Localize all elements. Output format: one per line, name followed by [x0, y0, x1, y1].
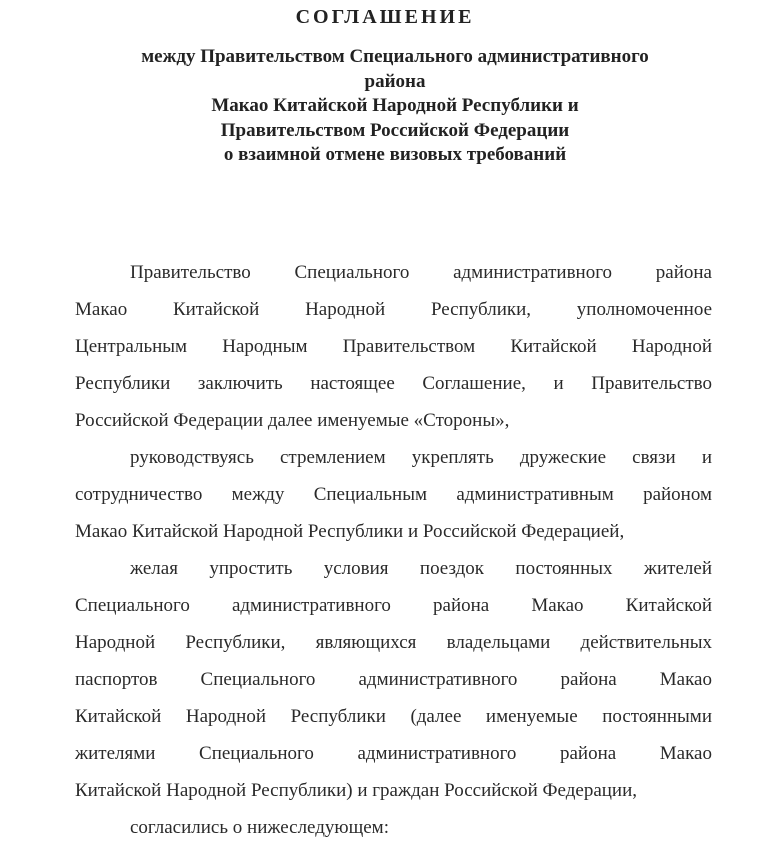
- subtitle-line: между Правительством Специального административного: [141, 46, 649, 67]
- paragraph-line: Народной Республики, являющихся владельцами действительных: [75, 632, 712, 653]
- paragraph-line: Макао Китайской Народной Республики, уполномоченное: [75, 299, 712, 320]
- paragraph-line: желая упростить условия поездок постоянных жителей: [130, 558, 712, 579]
- subtitle-line: района: [364, 70, 426, 92]
- paragraph-line: Китайской Народной Республики) и граждан Российской Федерации,: [75, 780, 638, 801]
- paragraph-line: Специального административного района Макао Китайской: [75, 595, 712, 616]
- paragraph-line: Российской Федерации далее именуемые «Стороны»,: [75, 410, 510, 431]
- subtitle-line: о взаимной отмене визовых требований: [223, 144, 567, 165]
- paragraph-line: сотрудничество между Специальным административным районом: [75, 484, 712, 505]
- paragraph-line: Макао Китайской Народной Республики и Российской Федерацией,: [75, 521, 625, 542]
- paragraph: [75, 809, 712, 846]
- paragraph: [75, 254, 712, 439]
- paragraph-line: Центральным Народным Правительством Китайской Народной: [75, 336, 712, 357]
- paragraph-line: паспортов Специального административного района Макао: [75, 669, 712, 690]
- paragraph: [75, 550, 712, 809]
- paragraph-line: Китайской Народной Республики (далее именуемые постоянными: [75, 706, 712, 727]
- document-subtitle: [0, 45, 770, 168]
- paragraph: [75, 439, 712, 550]
- paragraph-line: Правительство Специального административного района: [130, 262, 712, 283]
- subtitle-line: Правительством Российской Федерации: [220, 119, 570, 141]
- subtitle-line: Макао Китайской Народной Республики и: [211, 95, 579, 116]
- paragraph-line: руководствуясь стремлением укреплять дружеские связи и: [130, 447, 712, 468]
- document-title: СОГЛАШЕНИЕ: [295, 6, 475, 28]
- paragraph-line: жителями Специального административного района Макао: [75, 743, 712, 764]
- paragraph-line: Республики заключить настоящее Соглашение, и Правительство: [75, 373, 712, 394]
- document-body: [75, 254, 712, 846]
- paragraph-line: согласились о нижеследующем:: [130, 817, 389, 838]
